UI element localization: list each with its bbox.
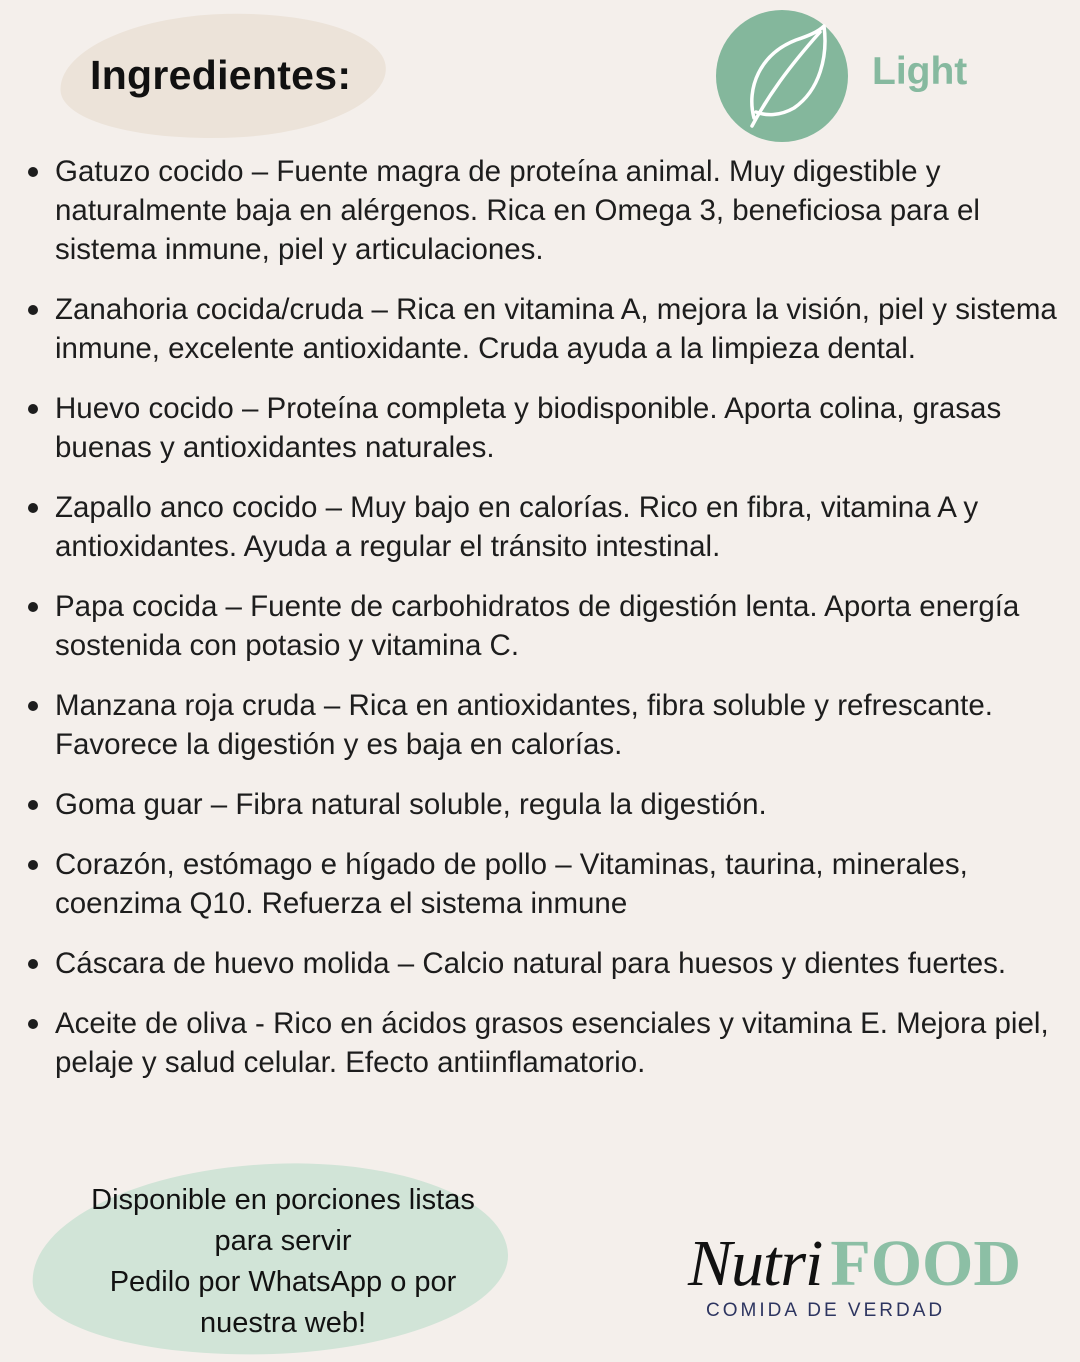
bullet-icon: [28, 959, 38, 969]
ingredient-text: Manzana roja cruda – Rica en antioxidantes, fibra soluble y refrescante. Favorece la digestión y es baja en calorías.: [55, 689, 993, 761]
ingredient-item-visceras: [24, 845, 1070, 923]
ingredient-item-zapallo: [24, 488, 1070, 566]
ingredient-text: Aceite de oliva - Rico en ácidos grasos esenciales y vitamina E. Mejora piel, pelaje y salud celular. Efecto antiinflamatorio.: [55, 1007, 1049, 1079]
ingredient-list: [24, 152, 1070, 1103]
ingredient-item-zanahoria: [24, 290, 1070, 368]
ingredient-item-huevo: [24, 389, 1070, 467]
ingredient-item-papa: [24, 587, 1070, 665]
promo-line: nuestra web!: [199, 1307, 367, 1339]
ingredient-text: Zanahoria cocida/cruda – Rica en vitamina A, mejora la visión, piel y sistema inmune, excelente antioxidante. Cruda ayuda a la limpieza dental.: [55, 293, 1057, 365]
ingredient-text: Goma guar – Fibra natural soluble, regula la digestión.: [55, 788, 767, 821]
ingredient-item-goma-guar: [24, 785, 1070, 824]
brand-tagline: COMIDA DE VERDAD: [706, 1300, 946, 1321]
ingredient-text: Zapallo anco cocido – Muy bajo en calorías. Rico en fibra, vitamina A y antioxidantes. Ayuda a regular el tránsito intestinal.: [55, 491, 979, 563]
bullet-icon: [28, 503, 38, 513]
bullet-icon: [28, 602, 38, 612]
page-title: Ingredientes:: [90, 52, 352, 98]
ingredient-text: Corazón, estómago e hígado de pollo – Vitaminas, taurina, minerales, coenzima Q10. Refuerza el sistema inmune: [55, 848, 968, 920]
ingredient-text: Papa cocida – Fuente de carbohidratos de digestión lenta. Aporta energía sostenida con potasio y vitamina C.: [55, 590, 1020, 662]
bullet-icon: [28, 167, 38, 177]
light-label: Light: [872, 50, 968, 93]
brand-name-food: FOOD: [830, 1227, 1022, 1300]
promo-line: para servir: [214, 1225, 352, 1257]
brand-name-nutri: Nutri: [688, 1227, 823, 1300]
bullet-icon: [28, 860, 38, 870]
ingredient-text: Huevo cocido – Proteína completa y biodisponible. Aporta colina, grasas buenas y antioxidantes naturales.: [55, 392, 1002, 464]
brand-logo: [688, 1226, 1038, 1302]
ingredient-item-aceite: [24, 1004, 1070, 1082]
ingredient-item-cascara: [24, 944, 1070, 983]
promo-line: Disponible en porciones listas: [91, 1184, 475, 1216]
bullet-icon: [28, 701, 38, 711]
bullet-icon: [28, 1019, 38, 1029]
ingredient-item-gatuzo: [24, 152, 1070, 269]
bullet-icon: [28, 404, 38, 414]
promo-line: Pedilo por WhatsApp o por: [109, 1266, 457, 1298]
bullet-icon: [28, 305, 38, 315]
promo-message: [62, 1180, 504, 1344]
ingredient-text: Cáscara de huevo molida – Calcio natural para huesos y dientes fuertes.: [55, 947, 1007, 980]
leaf-icon: [716, 10, 848, 142]
ingredient-text: Gatuzo cocido – Fuente magra de proteína animal. Muy digestible y naturalmente baja en alérgenos. Rica en Omega 3, beneficiosa para el sistema inmune, piel y articulaciones.: [55, 155, 980, 266]
ingredient-item-manzana: [24, 686, 1070, 764]
bullet-icon: [28, 800, 38, 810]
light-badge: [716, 10, 848, 142]
